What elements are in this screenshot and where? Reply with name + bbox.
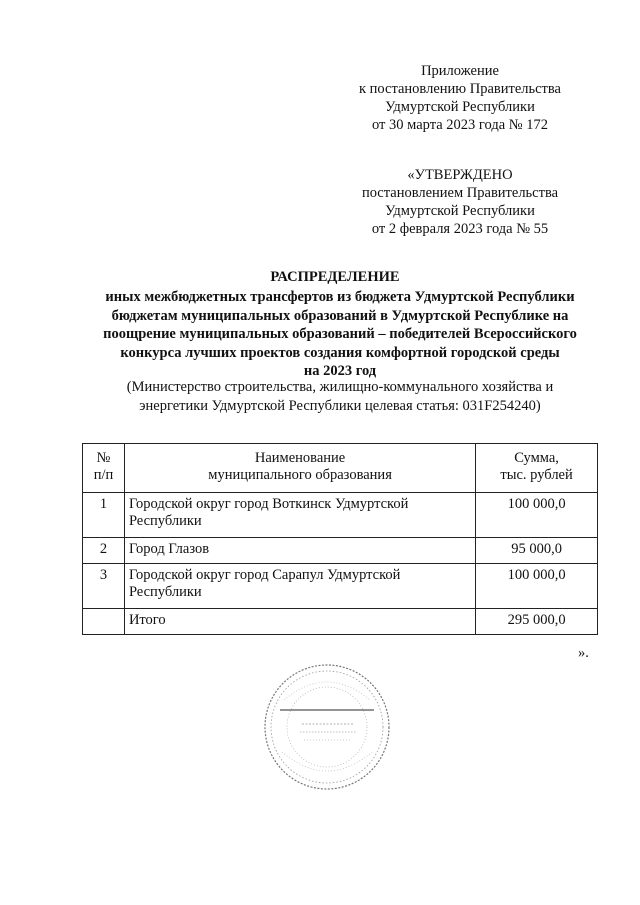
header-sum-line: Сумма,: [514, 450, 559, 466]
header-number: [83, 444, 125, 493]
table-header-row: [83, 444, 598, 493]
subtitle-line: поощрение муниципальных образований – победителей Всероссийского: [103, 326, 577, 342]
total-label: Итого: [124, 609, 475, 635]
total-sum: 295 000,0: [476, 609, 598, 635]
header-number-line: п/п: [93, 467, 114, 483]
header-name: [124, 444, 475, 493]
header-name-line: Наименование: [254, 450, 346, 466]
ministry-note: [60, 378, 620, 416]
approved-line: Удмуртской Республики: [385, 203, 535, 219]
header-sum: [476, 444, 598, 493]
row-number: 3: [83, 564, 125, 609]
appendix-line: от 30 марта 2023 года № 172: [372, 117, 548, 133]
ministry-line: (Министерство строительства, жилищно-коммунального хозяйства и: [126, 379, 554, 395]
approved-line: от 2 февраля 2023 года № 55: [371, 221, 549, 237]
total-row: [83, 609, 598, 635]
ministry-line: энергетики Удмуртской Республики целевая статья: 031F254240): [139, 398, 541, 414]
document-title: РАСПРЕДЕЛЕНИЕ: [270, 269, 400, 285]
row-sum: 100 000,0: [476, 564, 598, 609]
closing-quote: ».: [578, 645, 589, 661]
round-seal-icon: [262, 662, 392, 792]
subtitle-line: бюджетам муниципальных образований в Удмуртской Республике на: [111, 307, 569, 324]
row-number: 1: [83, 493, 125, 538]
approval-stamp-text: [330, 166, 590, 238]
row-name: Город Глазов: [124, 538, 475, 564]
total-number-empty: [83, 609, 125, 635]
table-row: [83, 493, 598, 538]
approved-line: постановлением Правительства: [361, 185, 559, 201]
appendix-line: Приложение: [421, 63, 499, 79]
subtitle-line: конкурса лучших проектов создания комфортной городской среды: [120, 344, 560, 361]
row-name: Городской округ город Сарапул Удмуртской Республики: [124, 564, 475, 609]
header-sum-line: тыс. рублей: [500, 467, 573, 483]
row-name: Городской округ город Воткинск Удмуртской Республики: [124, 493, 475, 538]
table-row: [83, 564, 598, 609]
table-row: [83, 538, 598, 564]
distribution-table: [82, 443, 598, 635]
header-number-line: №: [96, 450, 111, 466]
approved-line: «УТВЕРЖДЕНО: [407, 167, 513, 183]
appendix-line: к постановлению Правительства: [359, 81, 561, 97]
subtitle-line: иных межбюджетных трансфертов из бюджета Удмуртской Республики: [105, 289, 575, 305]
appendix-header: [330, 62, 590, 134]
appendix-line: Удмуртской Республики: [385, 99, 535, 115]
document-subtitle: [60, 288, 620, 381]
header-name-line: муниципального образования: [208, 467, 392, 483]
subtitle-line: на 2023 год: [303, 363, 377, 379]
row-sum: 100 000,0: [476, 493, 598, 538]
row-sum: 95 000,0: [476, 538, 598, 564]
row-number: 2: [83, 538, 125, 564]
